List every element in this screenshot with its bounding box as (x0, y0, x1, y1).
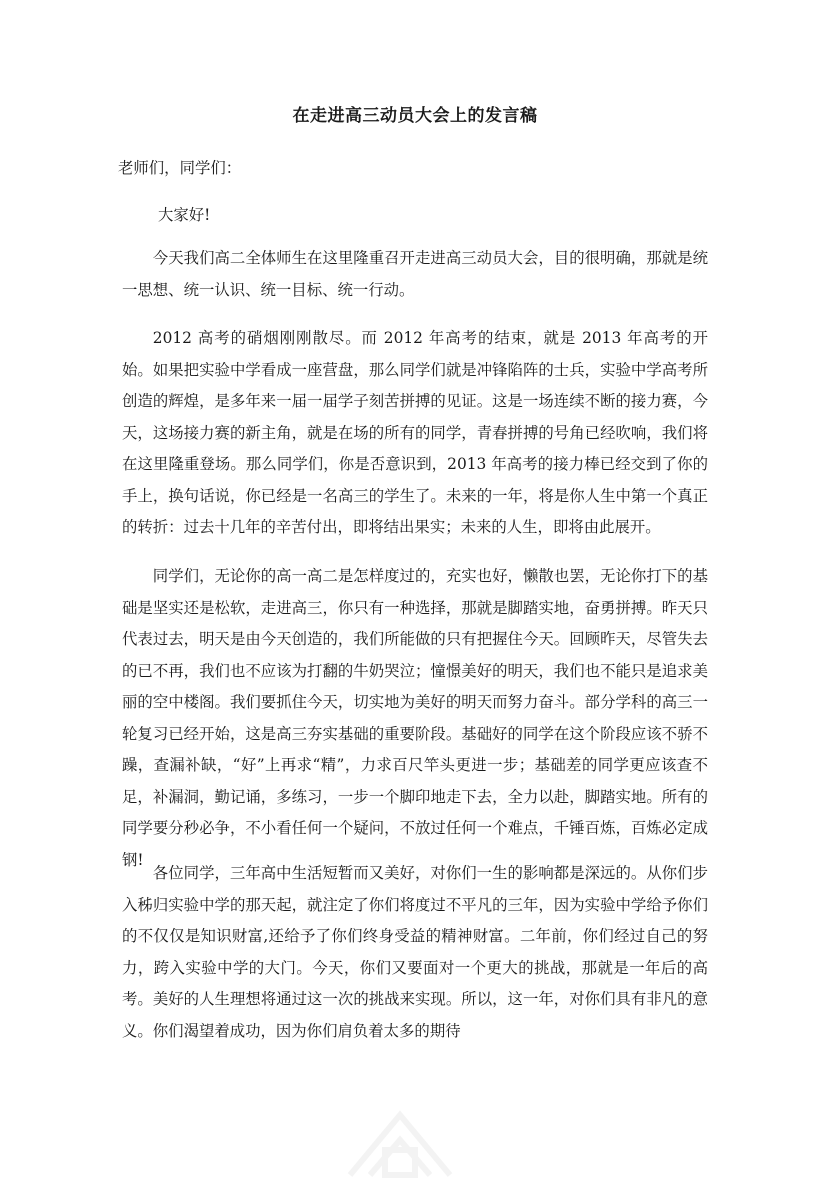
watermark-logo-icon (330, 1090, 470, 1180)
paragraph-1: 今天我们高二全体师生在这里隆重召开走进高三动员大会，目的很明确，那就是统一思想、统一认识、统一目标、统一行动。 (122, 249, 708, 299)
paragraph-2: 2012 高考的硝烟刚刚散尽。而 2012 年高考的结束，就是 2013 年高考的开始。如果把实验中学看成一座营盘，那么同学们就是冲锋陷阵的士兵，实验中学高考所创造的辉煌，是多年来一届一届学子刻苦拼搏的见证。这是一场连续不断的接力赛，今天，这场接力赛的新主角，就是在场的所有的同学，青春拼搏的号角已经吹响，我们将在这里隆重登场。那么同学们，你是否意识到，2013 年高考的接力棒已经交到了你的手上，换句话说，你已经是一名高三的学生了。未来的一年，将是你人生中第一个真正的转折：过去十几年的辛苦付出，即将结出果实；未来的人生，即将由此展开。 (122, 329, 708, 536)
salutation: 老师们，同学们： (118, 159, 242, 177)
paragraph-4: 各位同学，三年高中生活短暂而又美好，对你们一生的影响都是深远的。从你们步入秭归实验中学的那天起，就注定了你们将度过不平凡的三年，因为实验中学给予你们的不仅仅是知识财富,还给予了你们终身受益的精神财富。二年前，你们经过自己的努力，跨入实验中学的大门。今天，你们又要面对一个更大的挑战，那就是一年后的高考。美好的人生理想将通过这一次的挑战来实现。所以，这一年，对你们具有非凡的意义。你们渴望着成功，因为你们肩负着太多的期待 (122, 864, 708, 1040)
document-title: 在走进高三动员大会上的发言稿 (292, 106, 538, 126)
paragraph-3: 同学们，无论你的高一高二是怎样度过的，充实也好，懒散也罢，无论你打下的基础是坚实还是松软，走进高三，你只有一种选择，那就是脚踏实地，奋勇拼搏。昨天只代表过去，明天是由今天创造的，我们所能做的只有把握住今天。回顾昨天，尽管失去的已不再，我们也不应该为打翻的牛奶哭泣；憧憬美好的明天，我们也不能只是追求美丽的空中楼阁。我们要抓住今天，切实地为美好的明天而努力奋斗。部分学科的高三一轮复习已经开始，这是高三夯实基础的重要阶段。基础好的同学在这个阶段应该不骄不躁，查漏补缺，“好”上再求“精”，力求百尺竿头更进一步；基础差的同学更应该查不足，补漏洞，勤记诵，多练习，一步一个脚印地走下去，全力以赴，脚踏实地。所有的同学要分秒必争，不小看任何一个疑问，不放过任何一个难点，千锤百炼，百炼必定成钢! (122, 567, 708, 869)
greeting: 大家好! (158, 206, 211, 224)
